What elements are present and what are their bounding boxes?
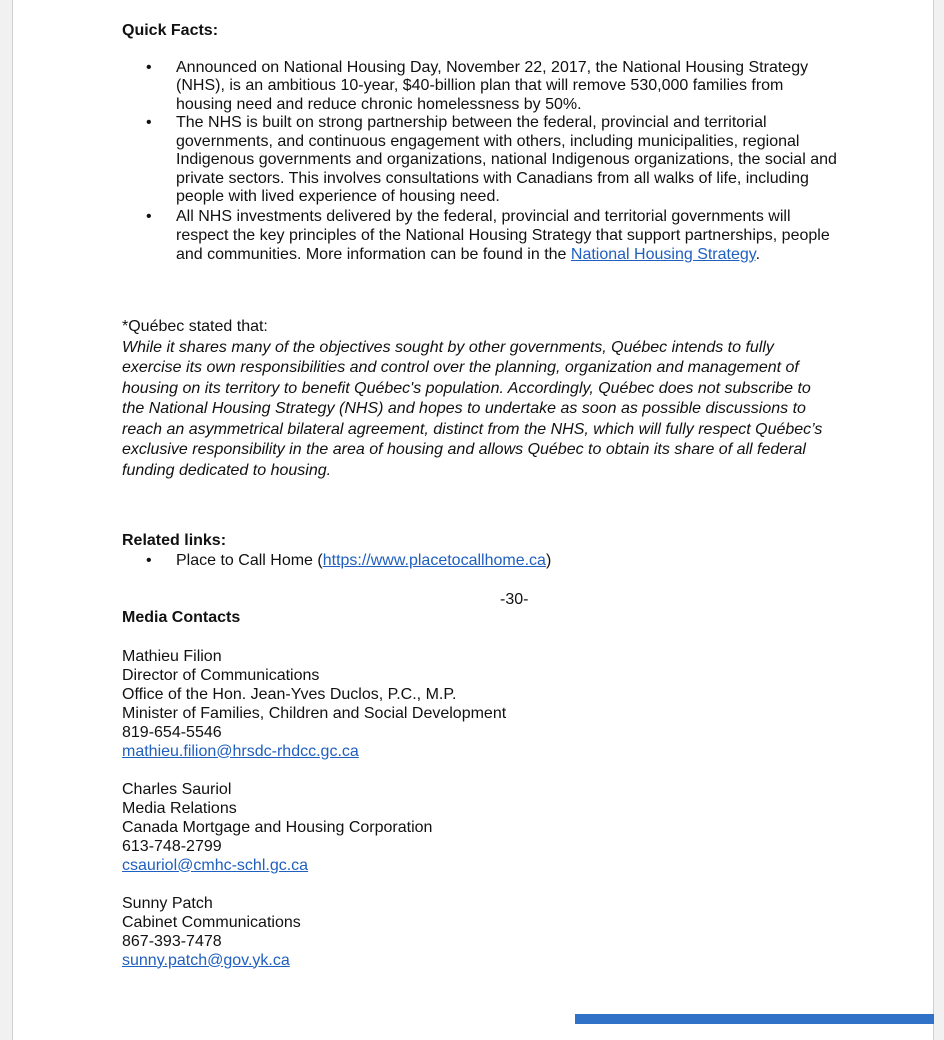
contact-phone: 613-748-2799 <box>122 837 222 855</box>
quick-facts-section <box>122 22 842 264</box>
quick-facts-heading: Quick Facts: <box>122 22 219 39</box>
contact-email-link[interactable]: mathieu.filion@hrsdc-rhdcc.gc.ca <box>122 742 359 760</box>
nhs-link[interactable]: National Housing Strategy <box>570 245 756 263</box>
list-item: • Announced on National Housing Day, November 22, 2017, the National Housing Strategy (NHS), is an ambitious 10-year, $40-billion plan that will remove 530,000 families from housing need and reduce chronic homelessness by 50%. <box>146 58 809 113</box>
related-links-list <box>122 552 842 571</box>
contact-block <box>122 894 842 970</box>
bullet-icon: • <box>146 58 152 76</box>
contact-name: Sunny Patch <box>122 894 213 912</box>
media-contacts-heading: Media Contacts <box>122 609 241 626</box>
quebec-section <box>122 318 832 482</box>
quebec-statement: While it shares many of the objectives sought by other governments, Québec intends to fully exercise its own responsibilities and control over the planning, organization and management of housing on its territory to benefit Québec's population. Accordingly, Québec does not subscribe to the National Housing Strategy (NHS) and hopes to undertake as soon as possible discussions to reach an asymmetrical bilateral agreement, distinct from the NHS, which will fully respect Québec’s exclusive responsibility in the area of housing and allows Québec to obtain its share of all federal funding dedicated to housing. <box>122 338 823 480</box>
contact-phone: 867-393-7478 <box>122 932 222 950</box>
document-page <box>12 0 934 1040</box>
quebec-intro: *Québec stated that: <box>122 318 268 335</box>
related-links-section <box>122 532 842 570</box>
contact-title: Director of Communications <box>122 666 320 684</box>
media-contacts-section <box>122 609 842 970</box>
placetocallhome-link[interactable]: https://www.placetocallhome.ca <box>322 551 546 569</box>
contact-title: Media Relations <box>122 799 237 817</box>
contact-phone: 819-654-5546 <box>122 723 222 741</box>
contact-name: Charles Sauriol <box>122 780 232 798</box>
list-item: • The NHS is built on strong partnership between the federal, provincial and territorial governments, and continuous engagement with others, including municipalities, regional Indigenous governments and organizations, national Indigenous organizations, the social and private sectors. This involves consultations with Canadians from all walks of life, including people with lived experience of housing need. <box>146 114 837 205</box>
contact-email-link[interactable]: csauriol@cmhc-schl.gc.ca <box>122 856 309 874</box>
contact-ministry: Minister of Families, Children and Social Development <box>122 704 507 722</box>
contact-name: Mathieu Filion <box>122 647 222 665</box>
bullet-icon: • <box>146 114 152 131</box>
list-item: • All NHS investments delivered by the federal, provincial and territorial governments will respect the key principles of the National Housing Strategy that support partnerships, people and communities. More information can be found in the National Housing Strategy. <box>146 207 830 263</box>
related-links-heading: Related links: <box>122 532 227 549</box>
contact-office: Office of the Hon. Jean-Yves Duclos, P.C., M.P. <box>122 685 457 703</box>
quick-facts-list <box>122 59 842 264</box>
list-item: • Place to Call Home (https://www.placetocallhome.ca) <box>146 551 552 569</box>
contact-organization: Canada Mortgage and Housing Corporation <box>122 818 433 836</box>
contact-block <box>122 647 842 761</box>
bullet-icon: • <box>146 207 152 225</box>
bullet-icon: • <box>146 551 152 569</box>
contact-block <box>122 780 842 875</box>
contact-email-link[interactable]: sunny.patch@gov.yk.ca <box>122 951 290 969</box>
end-mark: -30- <box>500 591 529 608</box>
blue-footer-bar <box>575 1014 934 1024</box>
contact-title: Cabinet Communications <box>122 913 301 931</box>
